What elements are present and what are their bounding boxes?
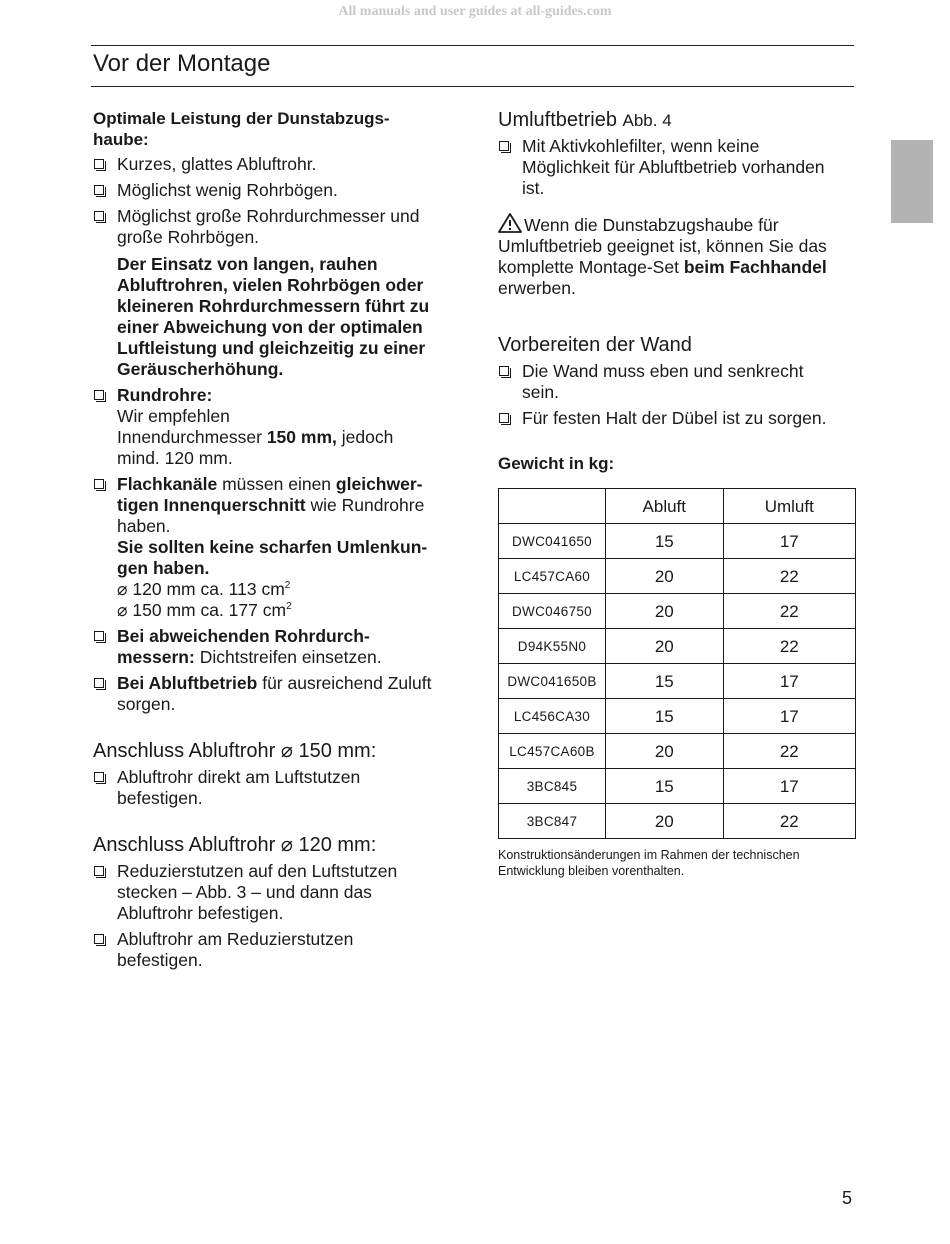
weight-heading: Gewicht in kg: — [498, 454, 615, 473]
table-row — [499, 524, 856, 559]
umluft-cell: 22 — [723, 629, 855, 664]
model-cell: LC457CA60 — [499, 559, 606, 594]
model-cell: LC457CA60B — [499, 734, 606, 769]
checkbox-bullet-icon — [94, 866, 104, 876]
checkbox-bullet-icon — [94, 631, 104, 641]
table-row — [499, 734, 856, 769]
header-umluft: Umluft — [723, 489, 855, 524]
watermark: All manuals and user guides at all-guides.com — [338, 4, 612, 19]
checkbox-bullet-icon — [499, 141, 509, 151]
table-header-row — [499, 489, 856, 524]
umluft-cell: 22 — [723, 594, 855, 629]
umluft-cell: 22 — [723, 804, 855, 839]
abluft-cell: 15 — [606, 769, 724, 804]
list-item: Bei abweichenden Rohrdurch- messern: Dichtstreifen einsetzen. — [93, 626, 453, 668]
section-heading-wall: Vorbereiten der Wand — [498, 334, 692, 356]
left-column — [93, 108, 453, 971]
list-item: Abluftrohr am Reduzierstutzen befestigen. — [93, 929, 453, 971]
umluft-cell: 17 — [723, 699, 855, 734]
list-item: Möglichst wenig Rohrbögen. — [93, 180, 453, 201]
checkbox-bullet-icon — [94, 479, 104, 489]
abluft-cell: 15 — [606, 664, 724, 699]
warning-note: Wenn die Dunstabzugshaube für Umluftbetrieb geeignet ist, können Sie das komplette Montage-Set beim Fachhandel erwerben. — [498, 215, 827, 298]
umluft-cell: 22 — [723, 734, 855, 769]
abluft-cell: 15 — [606, 699, 724, 734]
umluft-cell: 17 — [723, 664, 855, 699]
checkbox-bullet-icon — [94, 678, 104, 688]
umluft-cell: 22 — [723, 559, 855, 594]
model-cell: DWC046750 — [499, 594, 606, 629]
performance-heading: Optimale Leistung der Dunstabzugs-haube: — [93, 109, 390, 149]
table-row — [499, 769, 856, 804]
performance-note: Der Einsatz von langen, rauhen Abluftrohren, vielen Rohrbögen oder kleineren Rohrdurchmessern führt zu einer Abweichung von der optimalen Luftleistung und gleichzeitig zu einer Geräuscherhöhung. — [117, 254, 430, 379]
abluft-cell: 20 — [606, 804, 724, 839]
section-heading-conn150: Anschluss Abluftrohr ⌀ 150 mm: — [93, 740, 377, 762]
checkbox-bullet-icon — [94, 211, 104, 221]
list-item-round-pipes: Rundrohre: Wir empfehlen Innendurchmesser 150 mm, jedoch mind. 120 mm. — [93, 385, 453, 469]
checkbox-bullet-icon — [94, 772, 104, 782]
checkbox-bullet-icon — [94, 159, 104, 169]
abluft-cell: 15 — [606, 524, 724, 559]
checkbox-bullet-icon — [94, 390, 104, 400]
checkbox-bullet-icon — [499, 413, 509, 423]
list-item: Abluftrohr direkt am Luftstutzen befestigen. — [93, 767, 453, 809]
table-row — [499, 629, 856, 664]
umluft-cell: 17 — [723, 769, 855, 804]
performance-list — [93, 154, 453, 715]
model-cell: DWC041650B — [499, 664, 606, 699]
table-row — [499, 664, 856, 699]
weight-table — [498, 488, 856, 839]
right-column — [498, 108, 856, 879]
list-item-flat-ducts: Flachkanäle müssen einen gleichwer- tigen Innenquerschnitt wie Rundrohre haben. Sie sollten keine scharfen Umlenkun- gen haben. ⌀ 120 mm ca. 113 $cm^2$ ⌀ 150 mm ca. 177 $cm^2$ — [93, 474, 453, 621]
checkbox-bullet-icon — [499, 366, 509, 376]
checkbox-bullet-icon — [94, 185, 104, 195]
abluft-cell: 20 — [606, 594, 724, 629]
list-item: Reduzierstutzen auf den Luftstutzen stecken – Abb. 3 – und dann das Abluftrohr befestigen. — [93, 861, 453, 924]
list-item: Für festen Halt der Dübel ist zu sorgen. — [498, 408, 856, 429]
abluft-cell: 20 — [606, 629, 724, 664]
section-heading-recirculation: Umluftbetrieb Abb. 4 — [498, 109, 672, 131]
warning-icon — [498, 213, 522, 233]
list-item: Möglichst große Rohrdurchmesser und große Rohrbögen. Der Einsatz von langen, rauhen Abluftrohren, vielen Rohrbögen oder kleineren Rohrdurchmessern führt zu einer Abweichung von der optimalen Luftleistung und gleichzeitig zu einer Geräuscherhöhung. — [93, 206, 453, 380]
umluft-cell: 17 — [723, 524, 855, 559]
table-row — [499, 699, 856, 734]
list-item: Kurzes, glattes Abluftrohr. — [93, 154, 453, 175]
table-row — [499, 804, 856, 839]
header-blank — [499, 489, 606, 524]
list-item: Mit Aktivkohlefilter, wenn keine Möglichkeit für Abluftbetrieb vorhanden ist. — [498, 136, 856, 199]
model-cell: 3BC845 — [499, 769, 606, 804]
model-cell: D94K55N0 — [499, 629, 606, 664]
top-rule — [91, 45, 854, 46]
model-cell: LC456CA30 — [499, 699, 606, 734]
table-row — [499, 594, 856, 629]
table-row — [499, 559, 856, 594]
section-heading-conn120: Anschluss Abluftrohr ⌀ 120 mm: — [93, 834, 377, 856]
model-cell: 3BC847 — [499, 804, 606, 839]
list-item: Die Wand muss eben und senkrecht sein. — [498, 361, 856, 403]
abluft-cell: 20 — [606, 734, 724, 769]
page-title: Vor der Montage — [93, 50, 271, 77]
section-tab-marker — [891, 140, 933, 223]
abluft-cell: 20 — [606, 559, 724, 594]
header-abluft: Abluft — [606, 489, 724, 524]
checkbox-bullet-icon — [94, 934, 104, 944]
model-cell: DWC041650 — [499, 524, 606, 559]
title-rule — [91, 86, 854, 87]
page-number: 5 — [842, 1188, 853, 1208]
footnote: Konstruktionsänderungen im Rahmen der technischen Entwicklung bleiben vorenthalten. — [498, 848, 800, 878]
list-item: Bei Abluftbetrieb für ausreichend Zuluft sorgen. — [93, 673, 453, 715]
